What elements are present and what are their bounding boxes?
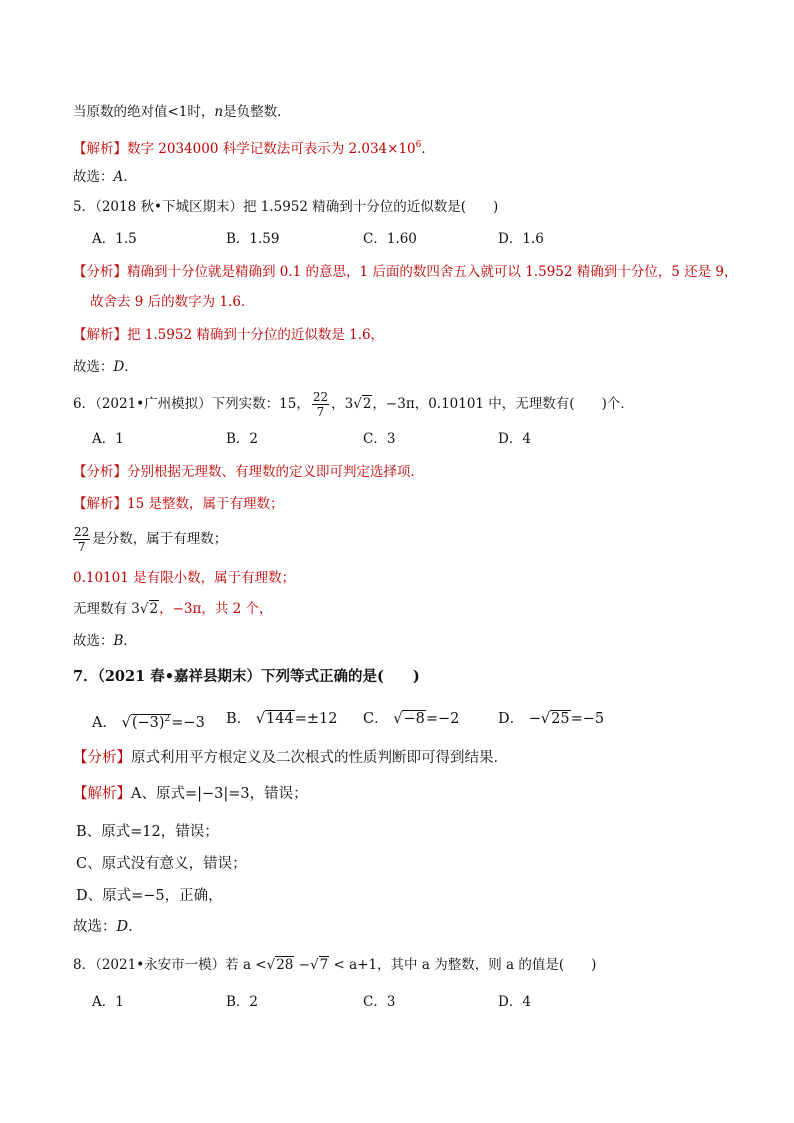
q7-jiexi bbox=[73, 784, 308, 804]
q7-opt-a-exp: 2 bbox=[164, 714, 171, 724]
q7-fenxi-text: 原式利用平方根定义及二次根式的性质判断即可得到结果． bbox=[131, 750, 508, 766]
q8-stem-a: 8．（2021•永安市一模）若 a < bbox=[73, 957, 267, 973]
q8-option-b: B．2 bbox=[226, 994, 259, 1010]
q8-radicand-1: 28 bbox=[276, 957, 294, 973]
q7-answer bbox=[73, 917, 143, 937]
q7-stem: 7．（2021 春•嘉祥县期末）下列等式正确的是( ) bbox=[73, 668, 420, 685]
q7-opt-d-radicand: 25 bbox=[551, 711, 570, 727]
q6-option-b: B．2 bbox=[226, 431, 259, 447]
q6-jiexi-tag: 【解析】 bbox=[73, 496, 127, 512]
q6-jiexi bbox=[73, 494, 283, 514]
q8-option-d: D．4 bbox=[498, 994, 531, 1010]
q7-option-a bbox=[92, 709, 205, 733]
q4-answer bbox=[73, 167, 137, 187]
q7-opt-d-sqrt: √25 bbox=[540, 711, 570, 727]
q7-opt-a-rhs: =−3 bbox=[171, 715, 205, 731]
q7-option-c bbox=[363, 709, 459, 729]
q4-answer-end: ． bbox=[123, 169, 137, 185]
q8-sqrt-2: √7 bbox=[310, 957, 329, 973]
q6-irr-sqrt: √2 bbox=[139, 601, 159, 617]
intro-text-a: 当原数的绝对值<1时， bbox=[73, 104, 215, 120]
q8-radicand-2: 7 bbox=[319, 957, 329, 973]
q4-jiexi bbox=[73, 135, 435, 159]
q4-answer-label: 故选： bbox=[73, 169, 114, 185]
q7-opt-b-sqrt: √144 bbox=[255, 711, 294, 727]
q7-opt-a-label: A． bbox=[92, 715, 117, 731]
q5-fenxi bbox=[73, 262, 738, 282]
q5-jiexi-tag: 【解析】 bbox=[73, 327, 127, 343]
q7-answer-letter: D bbox=[116, 919, 129, 935]
q7-jiexi-tag: 【解析】 bbox=[73, 786, 131, 802]
q8-sqrt-1: √28 bbox=[266, 957, 294, 973]
q6-fenxi-tag: 【分析】 bbox=[73, 464, 127, 480]
q7-opt-c-label: C． bbox=[363, 711, 389, 727]
q5-option-b: B．1.59 bbox=[226, 231, 280, 247]
q6-line-fraction bbox=[73, 525, 90, 554]
q5-jiexi-text: 把 1.5952 精确到十分位的近似数是 1.6， bbox=[127, 327, 385, 343]
q7-opt-a-base: (−3) bbox=[131, 715, 165, 731]
q7-opt-c-rhs: =−2 bbox=[425, 711, 460, 727]
q7-answer-label: 故选： bbox=[73, 919, 117, 935]
q7-opt-a-sqrt: $√(-3)^2$ bbox=[121, 714, 171, 731]
q6-jiexi-text: 15 是整数，属于有理数； bbox=[127, 496, 284, 512]
q6-option-d: D．4 bbox=[498, 431, 531, 447]
q8-stem-b: < a+1，其中 a 为整数，则 a 的值是( ) bbox=[329, 957, 597, 973]
q6-stem-b: ，3 bbox=[331, 396, 354, 412]
q6-stem bbox=[73, 390, 634, 419]
q5-stem: 5．（2018 秋•下城区期末）把 1.5952 精确到十分位的近似数是( ) bbox=[73, 199, 499, 215]
q7-opt-b-rhs: =±12 bbox=[294, 711, 338, 727]
q6-answer-letter: B bbox=[113, 633, 124, 649]
q6-fenxi-text: 分别根据无理数、有理数的定义即可判定选择项． bbox=[127, 464, 424, 480]
q6-frac-num: 22 bbox=[312, 390, 329, 404]
q4-jiexi-end: ． bbox=[421, 141, 435, 157]
q5-option-a: A．1.5 bbox=[92, 231, 137, 247]
q6-irrational-line bbox=[73, 599, 273, 619]
q6-stem-c: ，−3π，0.10101 中，无理数有( )个． bbox=[372, 396, 634, 412]
q6-frac-den: 7 bbox=[316, 405, 325, 419]
q7-opt-b-label: B． bbox=[226, 711, 252, 727]
q4-jiexi-tag: 【解析】 bbox=[73, 141, 127, 157]
q5-answer-end: ． bbox=[124, 359, 138, 375]
intro-text-b: 是负整数． bbox=[223, 104, 291, 120]
q6-stem-sqrt: √2 bbox=[353, 396, 372, 412]
q6-decimal-line: 0.10101 是有限小数，属于有理数； bbox=[73, 570, 296, 586]
q7-line-d: D、原式=−5，正确， bbox=[76, 888, 223, 904]
q7-opt-c-radicand: −8 bbox=[403, 711, 425, 727]
q4-jiexi-text: 数字 2034000 科学记数法可表示为 2.034×10 bbox=[127, 141, 416, 157]
q6-irr-radicand: 2 bbox=[149, 601, 159, 617]
q7-opt-d-label: D． bbox=[498, 711, 525, 727]
q5-fenxi-tag: 【分析】 bbox=[73, 264, 127, 280]
q6-answer bbox=[73, 631, 137, 651]
q6-irr-a: 无理数有 3 bbox=[73, 601, 140, 617]
q6-stem-a: 6．（2021•广州模拟）下列实数：15， bbox=[73, 396, 310, 412]
q5-option-c: C．1.60 bbox=[363, 231, 417, 247]
q6-option-c: C．3 bbox=[363, 431, 396, 447]
q6-answer-label: 故选： bbox=[73, 633, 114, 649]
q7-opt-a-radicand bbox=[131, 714, 171, 731]
intro-line bbox=[73, 102, 291, 122]
q6-fraction-line bbox=[73, 522, 227, 556]
intro-var-n: n bbox=[214, 104, 224, 120]
q7-opt-b-radicand: 144 bbox=[266, 711, 294, 727]
q5-fenxi-line2: 故舍去 9 后的数字为 1.6． bbox=[90, 294, 255, 310]
q7-opt-d-pre: − bbox=[528, 711, 541, 727]
q5-answer-letter: D bbox=[113, 359, 125, 375]
q8-option-c: C．3 bbox=[363, 994, 396, 1010]
q4-answer-letter: A bbox=[113, 169, 124, 185]
q5-option-d: D．1.6 bbox=[498, 231, 544, 247]
q7-line-c: C、原式没有意义，错误； bbox=[76, 856, 247, 872]
q6-option-a: A．1 bbox=[92, 431, 124, 447]
q6-line-frac-num: 22 bbox=[74, 525, 90, 539]
q7-jiexi-a: A、原式=|−3|=3，错误； bbox=[131, 786, 308, 802]
q6-irr-b: ，−3π，共 2 个， bbox=[159, 601, 273, 617]
q6-line-frac-den: 7 bbox=[77, 540, 86, 554]
q7-opt-d-rhs: =−5 bbox=[570, 711, 605, 727]
q5-fenxi-line1: 精确到十分位就是精确到 0.1 的意思，1 后面的数四舍五入就可以 1.5952 精确到十分位，5 还是 9， bbox=[127, 264, 738, 280]
q7-option-d bbox=[498, 709, 604, 729]
q6-answer-end: ． bbox=[123, 633, 137, 649]
q5-jiexi bbox=[73, 325, 384, 345]
q8-option-a: A．1 bbox=[92, 994, 124, 1010]
q6-fenxi bbox=[73, 462, 424, 482]
q5-answer bbox=[73, 357, 138, 377]
q5-answer-label: 故选： bbox=[73, 359, 114, 375]
q7-fenxi-tag: 【分析】 bbox=[73, 750, 131, 766]
q7-option-b bbox=[226, 709, 337, 729]
q8-stem bbox=[73, 955, 596, 975]
q6-line-frac-text: 是分数，属于有理数； bbox=[92, 531, 228, 547]
q8-mid: − bbox=[294, 957, 311, 973]
q6-stem-fraction bbox=[312, 390, 329, 419]
q4-jiexi-exp: 6 bbox=[415, 140, 422, 150]
q6-stem-radicand: 2 bbox=[362, 396, 372, 412]
q7-fenxi bbox=[73, 748, 508, 768]
q7-opt-c-sqrt: √−8 bbox=[393, 711, 425, 727]
q7-line-b: B、原式=12，错误； bbox=[76, 824, 219, 840]
q7-answer-end: ． bbox=[128, 919, 143, 935]
